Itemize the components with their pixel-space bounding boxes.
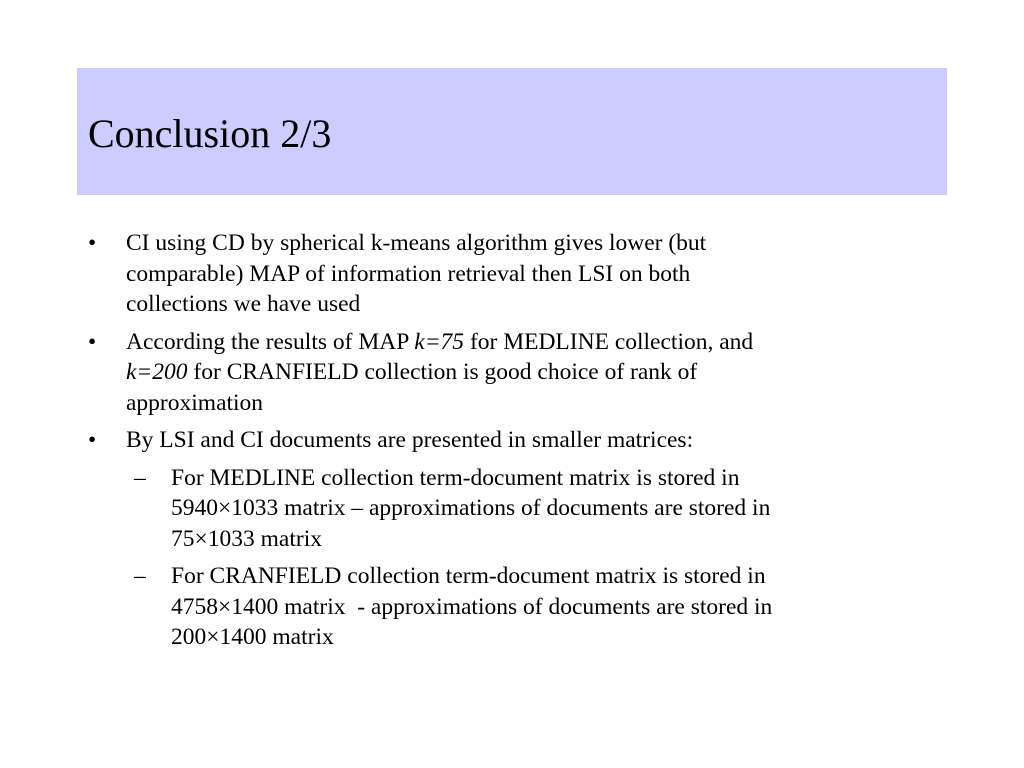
- bullet-text-line: CI using CD by spherical k-means algorithm gives lower (but: [126, 230, 707, 256]
- slide-title: Conclusion 2/3: [88, 111, 332, 156]
- sub-text-line: For MEDLINE collection term-document matrix is stored in: [171, 464, 740, 491]
- sub-text-line: 5940×1033 matrix – approximations of documents are stored in: [171, 495, 771, 521]
- title-band: [77, 68, 947, 195]
- sub-text-line: 75×1033 matrix: [171, 525, 322, 552]
- bullet-text-line: collections we have used: [126, 291, 361, 317]
- sub-bullet-marker: –: [134, 464, 146, 491]
- sub-text-line: 4758×1400 matrix - approximations of documents are stored in: [171, 593, 773, 620]
- sub-text-line: 200×1400 matrix: [171, 624, 334, 650]
- bullet-text-line: approximation: [126, 389, 264, 416]
- italic-param-k75: k=75: [414, 328, 465, 355]
- bullet-text-line: By LSI and CI documents are presented in smaller matrices:: [126, 427, 694, 453]
- bullet-item-1: [88, 228, 918, 320]
- bullet-text-line: [126, 327, 918, 358]
- sub-text-line: For CRANFIELD collection term-document matrix is stored in: [171, 563, 766, 589]
- sub-item-medline: [126, 463, 918, 555]
- bullet-item-2: [88, 327, 918, 419]
- bullet-marker: •: [88, 328, 97, 355]
- bullet-text-line: [126, 357, 918, 388]
- slide-body: [88, 228, 918, 660]
- sub-bullet-marker: –: [134, 563, 146, 589]
- text-run: for CRANFIELD collection is good choice of rank of: [187, 359, 698, 385]
- text-run: for MEDLINE collection, and: [464, 328, 754, 355]
- text-run: According the results of MAP: [126, 328, 415, 355]
- bullet-text-line: comparable) MAP of information retrieval then LSI on both: [126, 260, 691, 287]
- bullet-marker: •: [88, 427, 97, 453]
- sub-item-cranfield: [126, 561, 918, 653]
- bullet-marker: •: [88, 230, 97, 256]
- italic-param-k200: k=200: [126, 359, 188, 385]
- bullet-item-3: [88, 425, 918, 456]
